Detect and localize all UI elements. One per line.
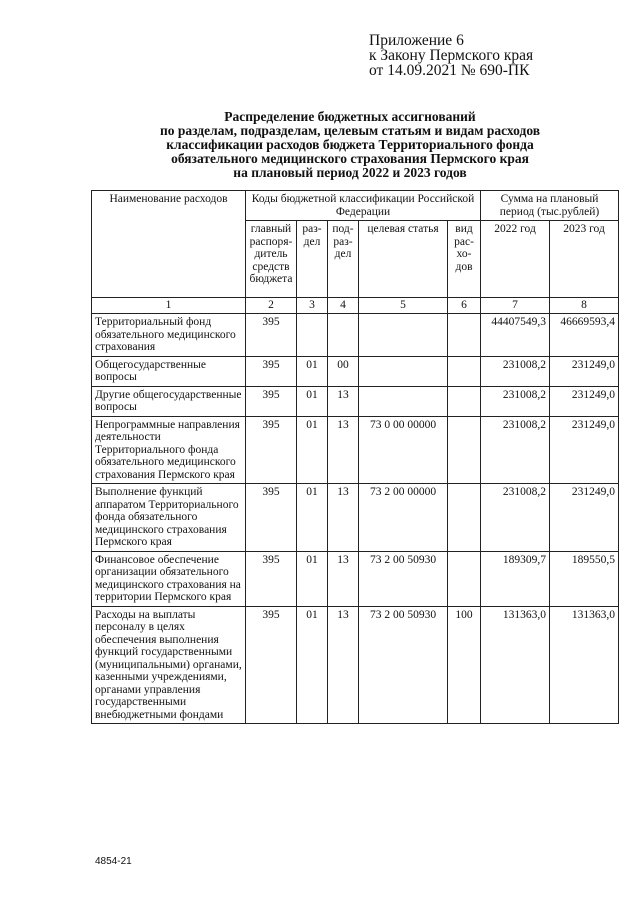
header-target: целевая статья bbox=[359, 221, 448, 298]
header-year-2022: 2022 год bbox=[481, 221, 550, 298]
column-number: 5 bbox=[359, 298, 448, 314]
code-main-manager: 395 bbox=[246, 416, 297, 484]
code-subsection: 00 bbox=[328, 356, 359, 386]
budget-table bbox=[91, 190, 619, 724]
code-main-manager: 395 bbox=[246, 314, 297, 357]
code-expense-type bbox=[448, 416, 481, 484]
code-target: 73 2 00 50930 bbox=[359, 551, 448, 606]
code-section: 01 bbox=[297, 416, 328, 484]
code-section bbox=[297, 314, 328, 357]
title-line-1: Распределение бюджетных ассигнований bbox=[224, 109, 476, 124]
table-row bbox=[92, 606, 619, 724]
column-number: 6 bbox=[448, 298, 481, 314]
code-subsection: 13 bbox=[328, 484, 359, 552]
table-row bbox=[92, 484, 619, 552]
amount-2023: 231249,0 bbox=[550, 386, 619, 416]
amount-2022: 231008,2 bbox=[481, 356, 550, 386]
table-row bbox=[92, 416, 619, 484]
column-number: 3 bbox=[297, 298, 328, 314]
amount-2023: 231249,0 bbox=[550, 416, 619, 484]
header-sum: Сумма на плановый период (тыс.рублей) bbox=[481, 191, 619, 221]
header-name: Наименование расходов bbox=[92, 191, 246, 298]
code-expense-type bbox=[448, 484, 481, 552]
title-line-4: обязательного медицинского страхования Пермского края bbox=[171, 151, 529, 166]
code-main-manager: 395 bbox=[246, 386, 297, 416]
amount-2022: 189309,7 bbox=[481, 551, 550, 606]
appendix-number: Приложение 6 bbox=[369, 32, 464, 49]
code-expense-type bbox=[448, 356, 481, 386]
header-main-manager: главный распоря-дитель средств бюджета bbox=[246, 221, 297, 298]
column-numbers-row bbox=[92, 298, 619, 314]
amount-2022: 44407549,3 bbox=[481, 314, 550, 357]
appendix-law: к Закону Пермского края bbox=[369, 47, 534, 64]
code-section: 01 bbox=[297, 386, 328, 416]
expense-name: Расходы на выплаты персоналу в целях обеспечения выполнения функций государственными (муниципальными) органами, казенными учреждениями, органами управления государственными внебюджетными фондами bbox=[92, 606, 246, 724]
code-section: 01 bbox=[297, 484, 328, 552]
expense-name: Непрограммные направления деятельности Территориального фонда обязательного медицинского страхования Пермского края bbox=[92, 416, 246, 484]
expense-name: Другие общегосударственные вопросы bbox=[92, 386, 246, 416]
code-section: 01 bbox=[297, 606, 328, 724]
code-target: 73 2 00 00000 bbox=[359, 484, 448, 552]
column-number: 2 bbox=[246, 298, 297, 314]
amount-2022: 231008,2 bbox=[481, 416, 550, 484]
code-target: 73 2 00 50930 bbox=[359, 606, 448, 724]
code-main-manager: 395 bbox=[246, 484, 297, 552]
header-codes: Коды бюджетной классификации Российской Федерации bbox=[246, 191, 481, 221]
code-target: 73 0 00 00000 bbox=[359, 416, 448, 484]
header-expense-type: вид рас-хо-дов bbox=[448, 221, 481, 298]
amount-2023: 131363,0 bbox=[550, 606, 619, 724]
code-expense-type bbox=[448, 551, 481, 606]
title-line-5: на плановый период 2022 и 2023 годов bbox=[233, 165, 467, 180]
column-number: 4 bbox=[328, 298, 359, 314]
amount-2022: 131363,0 bbox=[481, 606, 550, 724]
code-target bbox=[359, 356, 448, 386]
amount-2023: 231249,0 bbox=[550, 484, 619, 552]
code-main-manager: 395 bbox=[246, 356, 297, 386]
code-main-manager: 395 bbox=[246, 606, 297, 724]
table-row bbox=[92, 386, 619, 416]
column-number: 8 bbox=[550, 298, 619, 314]
document-code: 4854-21 bbox=[95, 856, 132, 867]
column-number: 1 bbox=[92, 298, 246, 314]
code-target bbox=[359, 386, 448, 416]
code-expense-type bbox=[448, 386, 481, 416]
table-row bbox=[92, 356, 619, 386]
appendix-reference bbox=[369, 33, 533, 78]
column-number: 7 bbox=[481, 298, 550, 314]
document-title bbox=[90, 110, 610, 180]
code-subsection: 13 bbox=[328, 386, 359, 416]
expense-name: Общегосударственные вопросы bbox=[92, 356, 246, 386]
code-subsection: 13 bbox=[328, 416, 359, 484]
expense-name: Выполнение функций аппаратом Территориального фонда обязательного медицинского страхования Пермского края bbox=[92, 484, 246, 552]
expense-name: Финансовое обеспечение организации обязательного медицинского страхования на территории Пермского края bbox=[92, 551, 246, 606]
code-expense-type bbox=[448, 314, 481, 357]
amount-2023: 189550,5 bbox=[550, 551, 619, 606]
amount-2023: 231249,0 bbox=[550, 356, 619, 386]
appendix-date: от 14.09.2021 № 690-ПК bbox=[369, 62, 530, 79]
code-subsection bbox=[328, 314, 359, 357]
amount-2022: 231008,2 bbox=[481, 484, 550, 552]
code-target bbox=[359, 314, 448, 357]
header-row-top bbox=[92, 191, 619, 221]
amount-2023: 46669593,4 bbox=[550, 314, 619, 357]
code-subsection: 13 bbox=[328, 606, 359, 724]
code-main-manager: 395 bbox=[246, 551, 297, 606]
title-line-3: классификации расходов бюджета Территориального фонда bbox=[166, 137, 534, 152]
code-section: 01 bbox=[297, 551, 328, 606]
title-line-2: по разделам, подразделам, целевым статьям и видам расходов bbox=[159, 123, 541, 138]
code-section: 01 bbox=[297, 356, 328, 386]
header-subsection: под-раз-дел bbox=[328, 221, 359, 298]
table-row bbox=[92, 551, 619, 606]
amount-2022: 231008,2 bbox=[481, 386, 550, 416]
header-section: раз-дел bbox=[297, 221, 328, 298]
expense-name: Территориальный фонд обязательного медицинского страхования bbox=[92, 314, 246, 357]
table-row bbox=[92, 314, 619, 357]
header-year-2023: 2023 год bbox=[550, 221, 619, 298]
code-subsection: 13 bbox=[328, 551, 359, 606]
code-expense-type: 100 bbox=[448, 606, 481, 724]
